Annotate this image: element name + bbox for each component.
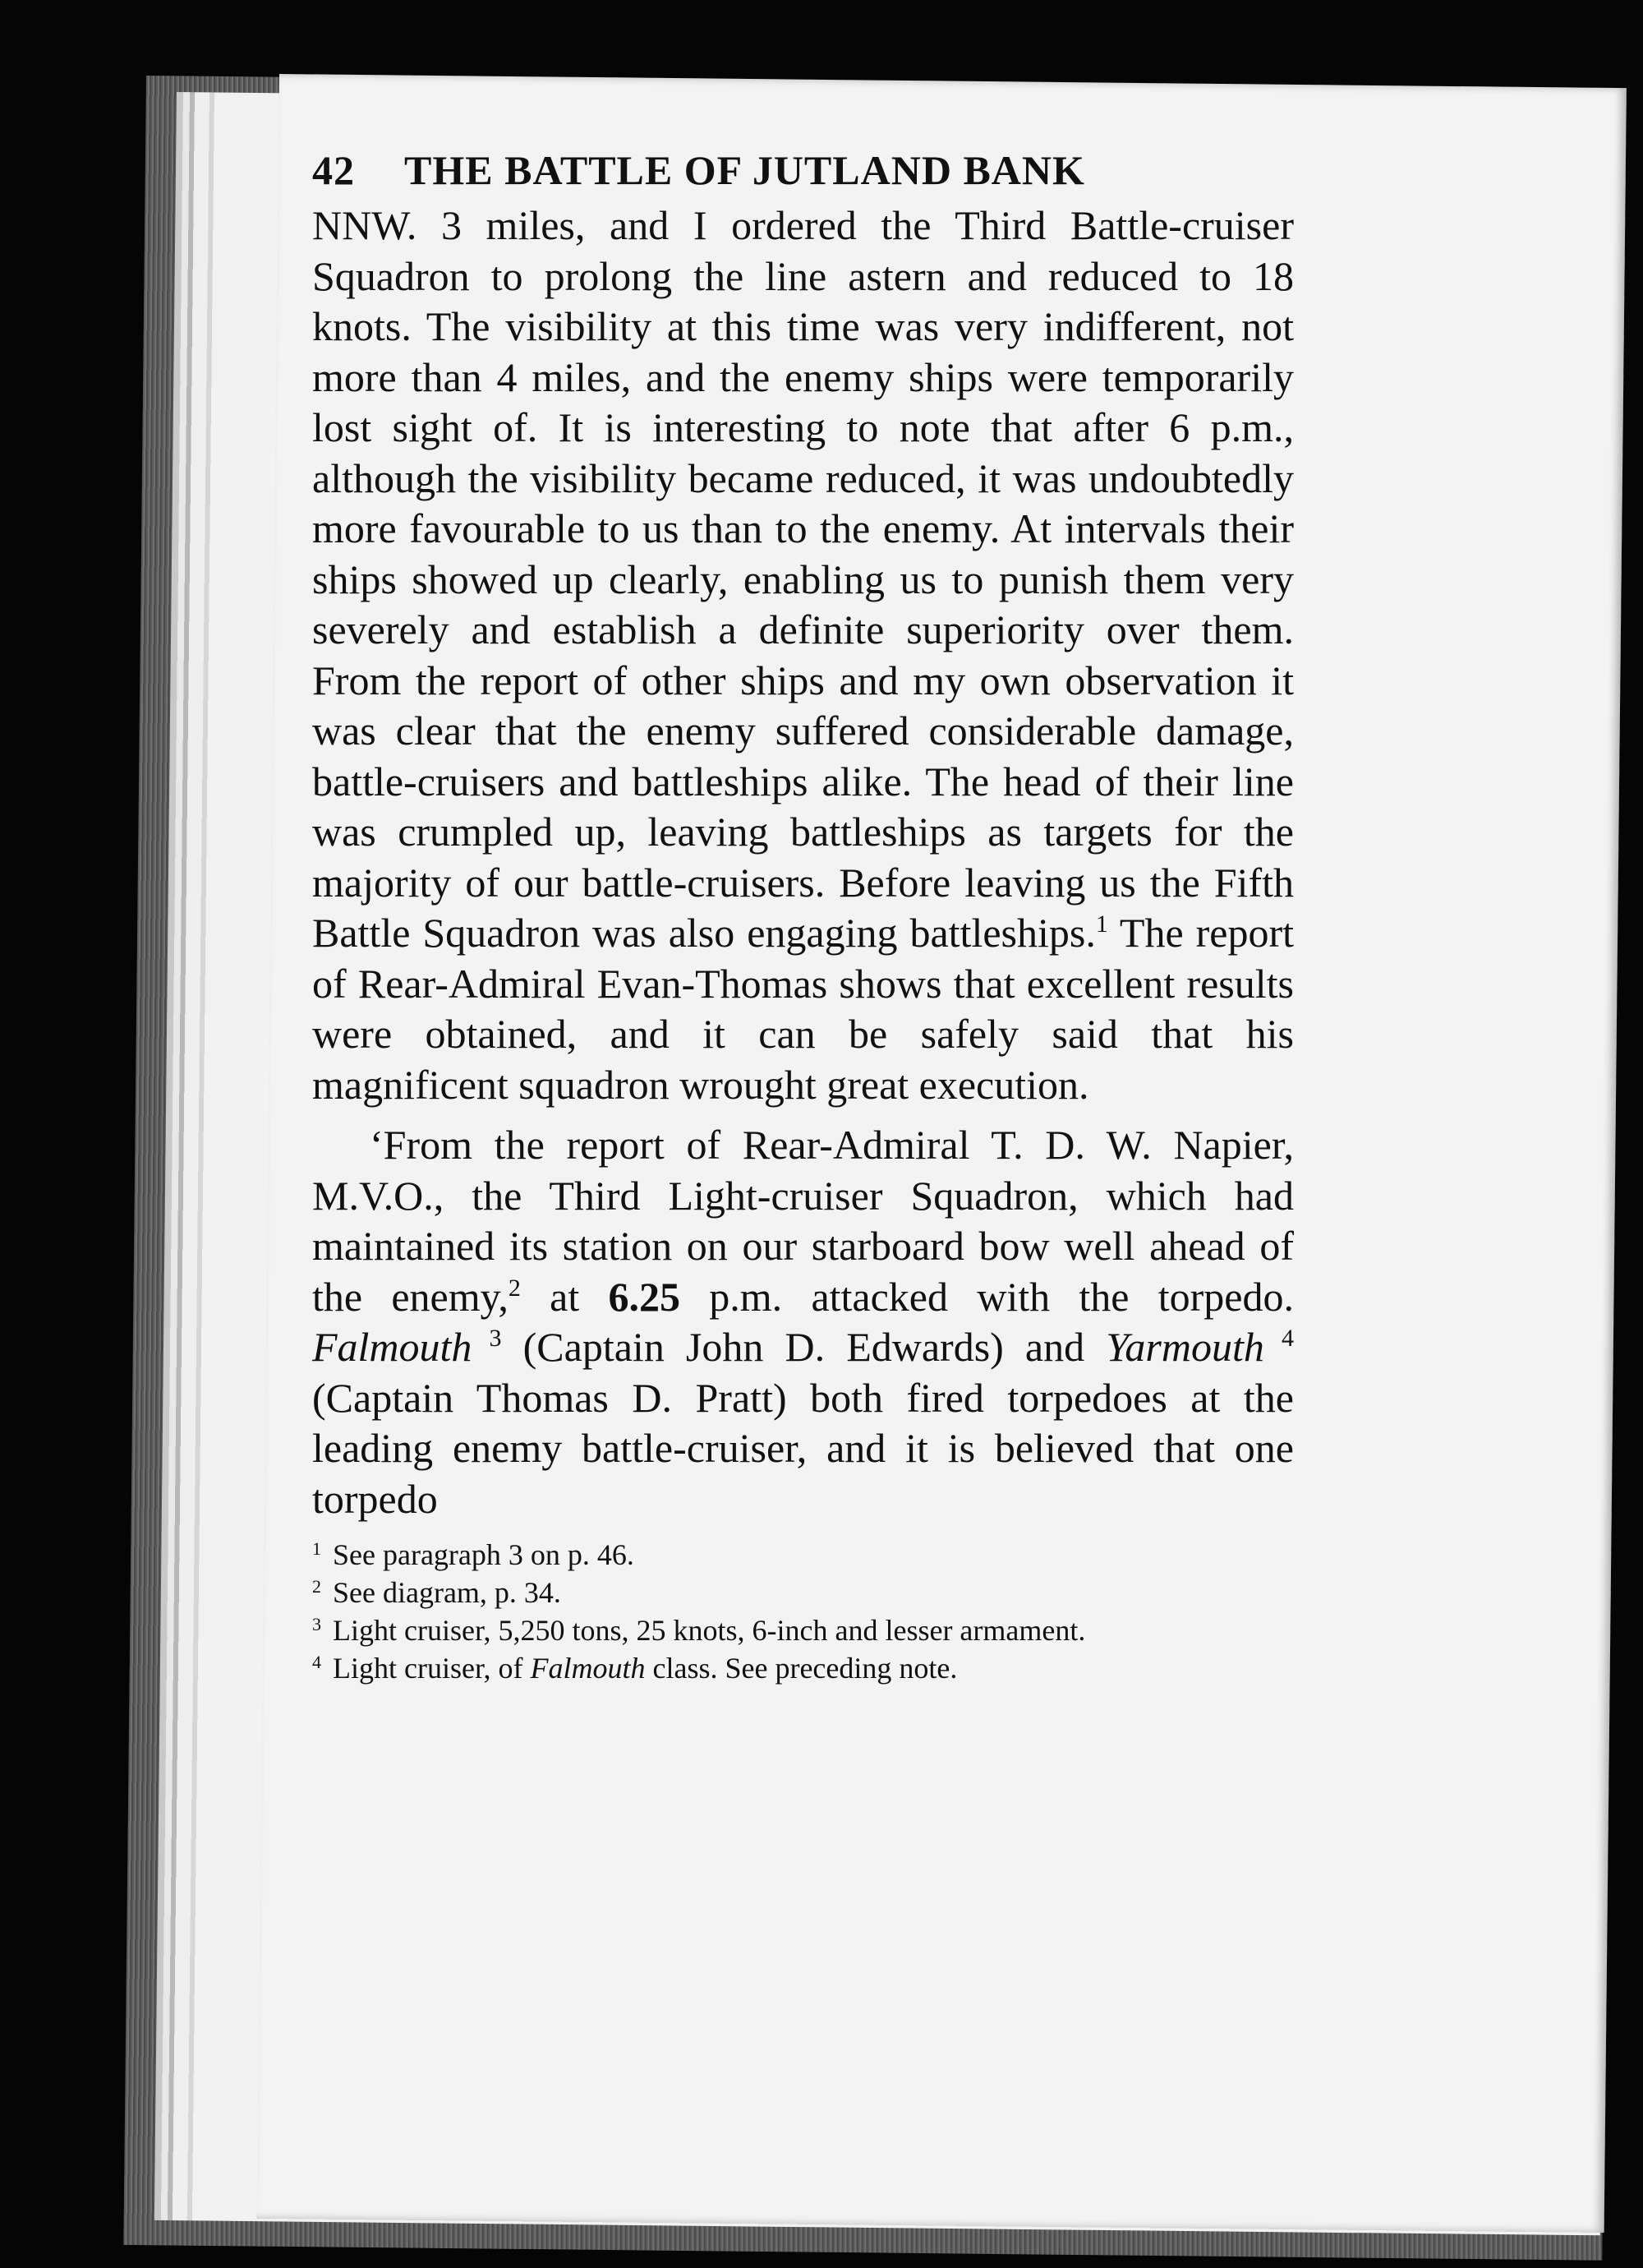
paragraph-text: (Captain John D. Edwards) and <box>501 1324 1107 1370</box>
footnote-ref: 3 <box>472 1325 502 1352</box>
page-number: 42 <box>312 147 355 193</box>
paragraph-text: (Captain Thomas D. Pratt) both fired torpedoes at the leading enemy battle-cruiser, and it is believed that one torpedo <box>312 1374 1294 1522</box>
paragraph <box>312 1120 1294 1524</box>
time-value: 6.25 <box>608 1273 681 1320</box>
footnote-mark: 2 <box>312 1576 321 1597</box>
footnote-text: Light cruiser, of <box>333 1652 531 1685</box>
page-text <box>312 146 1294 1687</box>
ship-name: Falmouth <box>312 1324 472 1370</box>
footnote <box>312 1536 1294 1574</box>
footnote-text: Light cruiser, 5,250 tons, 25 knots, 6-inch and lesser armament. <box>333 1614 1086 1647</box>
paragraph-text: NNW. 3 miles, and I ordered the Third Battle-cruiser Squadron to prolong the line astern and reduced to 18 knots. The visibility at this time was very indifferent, not more than 4 miles, and the enemy ships were temporarily lost sight of. It is interesting to note that after 6 p.m., although the visibility became reduced, it was undoubtedly more favourable to us than to the enemy. At intervals their ships showed up clearly, enabling us to punish them very severely and establish a definite superiority over them. From the report of other ships and my own observation it was clear that the enemy suffered considerable damage, battle-cruisers and battleships alike. The head of their line was crumpled up, leaving battleships as targets for the majority of our battle-cruisers. Before leaving us the Fifth Battle Squadron was also engaging battleships. <box>312 202 1294 956</box>
footnote-ref: 2 <box>508 1274 521 1302</box>
footnote-ref: 1 <box>1095 910 1108 938</box>
footnote <box>312 1574 1294 1611</box>
footnote-mark: 3 <box>312 1614 321 1634</box>
ship-name: Falmouth <box>530 1652 646 1685</box>
footnote-text: class. See preceding note. <box>645 1652 958 1685</box>
footnotes <box>312 1536 1294 1687</box>
footnote <box>312 1649 1294 1687</box>
body-text <box>312 201 1294 1524</box>
footnote-mark: 1 <box>312 1538 321 1559</box>
paragraph <box>312 201 1294 1110</box>
running-header <box>312 146 1294 194</box>
footnote-ref: 4 <box>1263 1325 1295 1352</box>
footnote <box>312 1611 1294 1649</box>
footnote-text: See diagram, p. 34. <box>333 1576 561 1609</box>
footnote-text: See paragraph 3 on p. 46. <box>333 1538 634 1571</box>
paragraph-text: The report of Rear-Admiral Evan-Thomas shows that excellent results were obtained, and it can be safely said that his magnificent squadron wrought great execution. <box>312 910 1294 1108</box>
paragraph-text: p.m. attacked with the torpedo. <box>680 1273 1294 1320</box>
ship-name: Yarmouth <box>1106 1324 1264 1370</box>
paragraph-text: ‘From the report of Rear-Admiral T. D. W. Napier, M.V.O., the Third Light-cruiser Squadron, which had maintained its station on our starboard bow well ahead of the enemy, <box>312 1122 1294 1320</box>
paragraph-text: at <box>520 1273 609 1320</box>
footnote-mark: 4 <box>312 1652 321 1672</box>
running-title: THE BATTLE OF JUTLAND BANK <box>404 147 1085 193</box>
